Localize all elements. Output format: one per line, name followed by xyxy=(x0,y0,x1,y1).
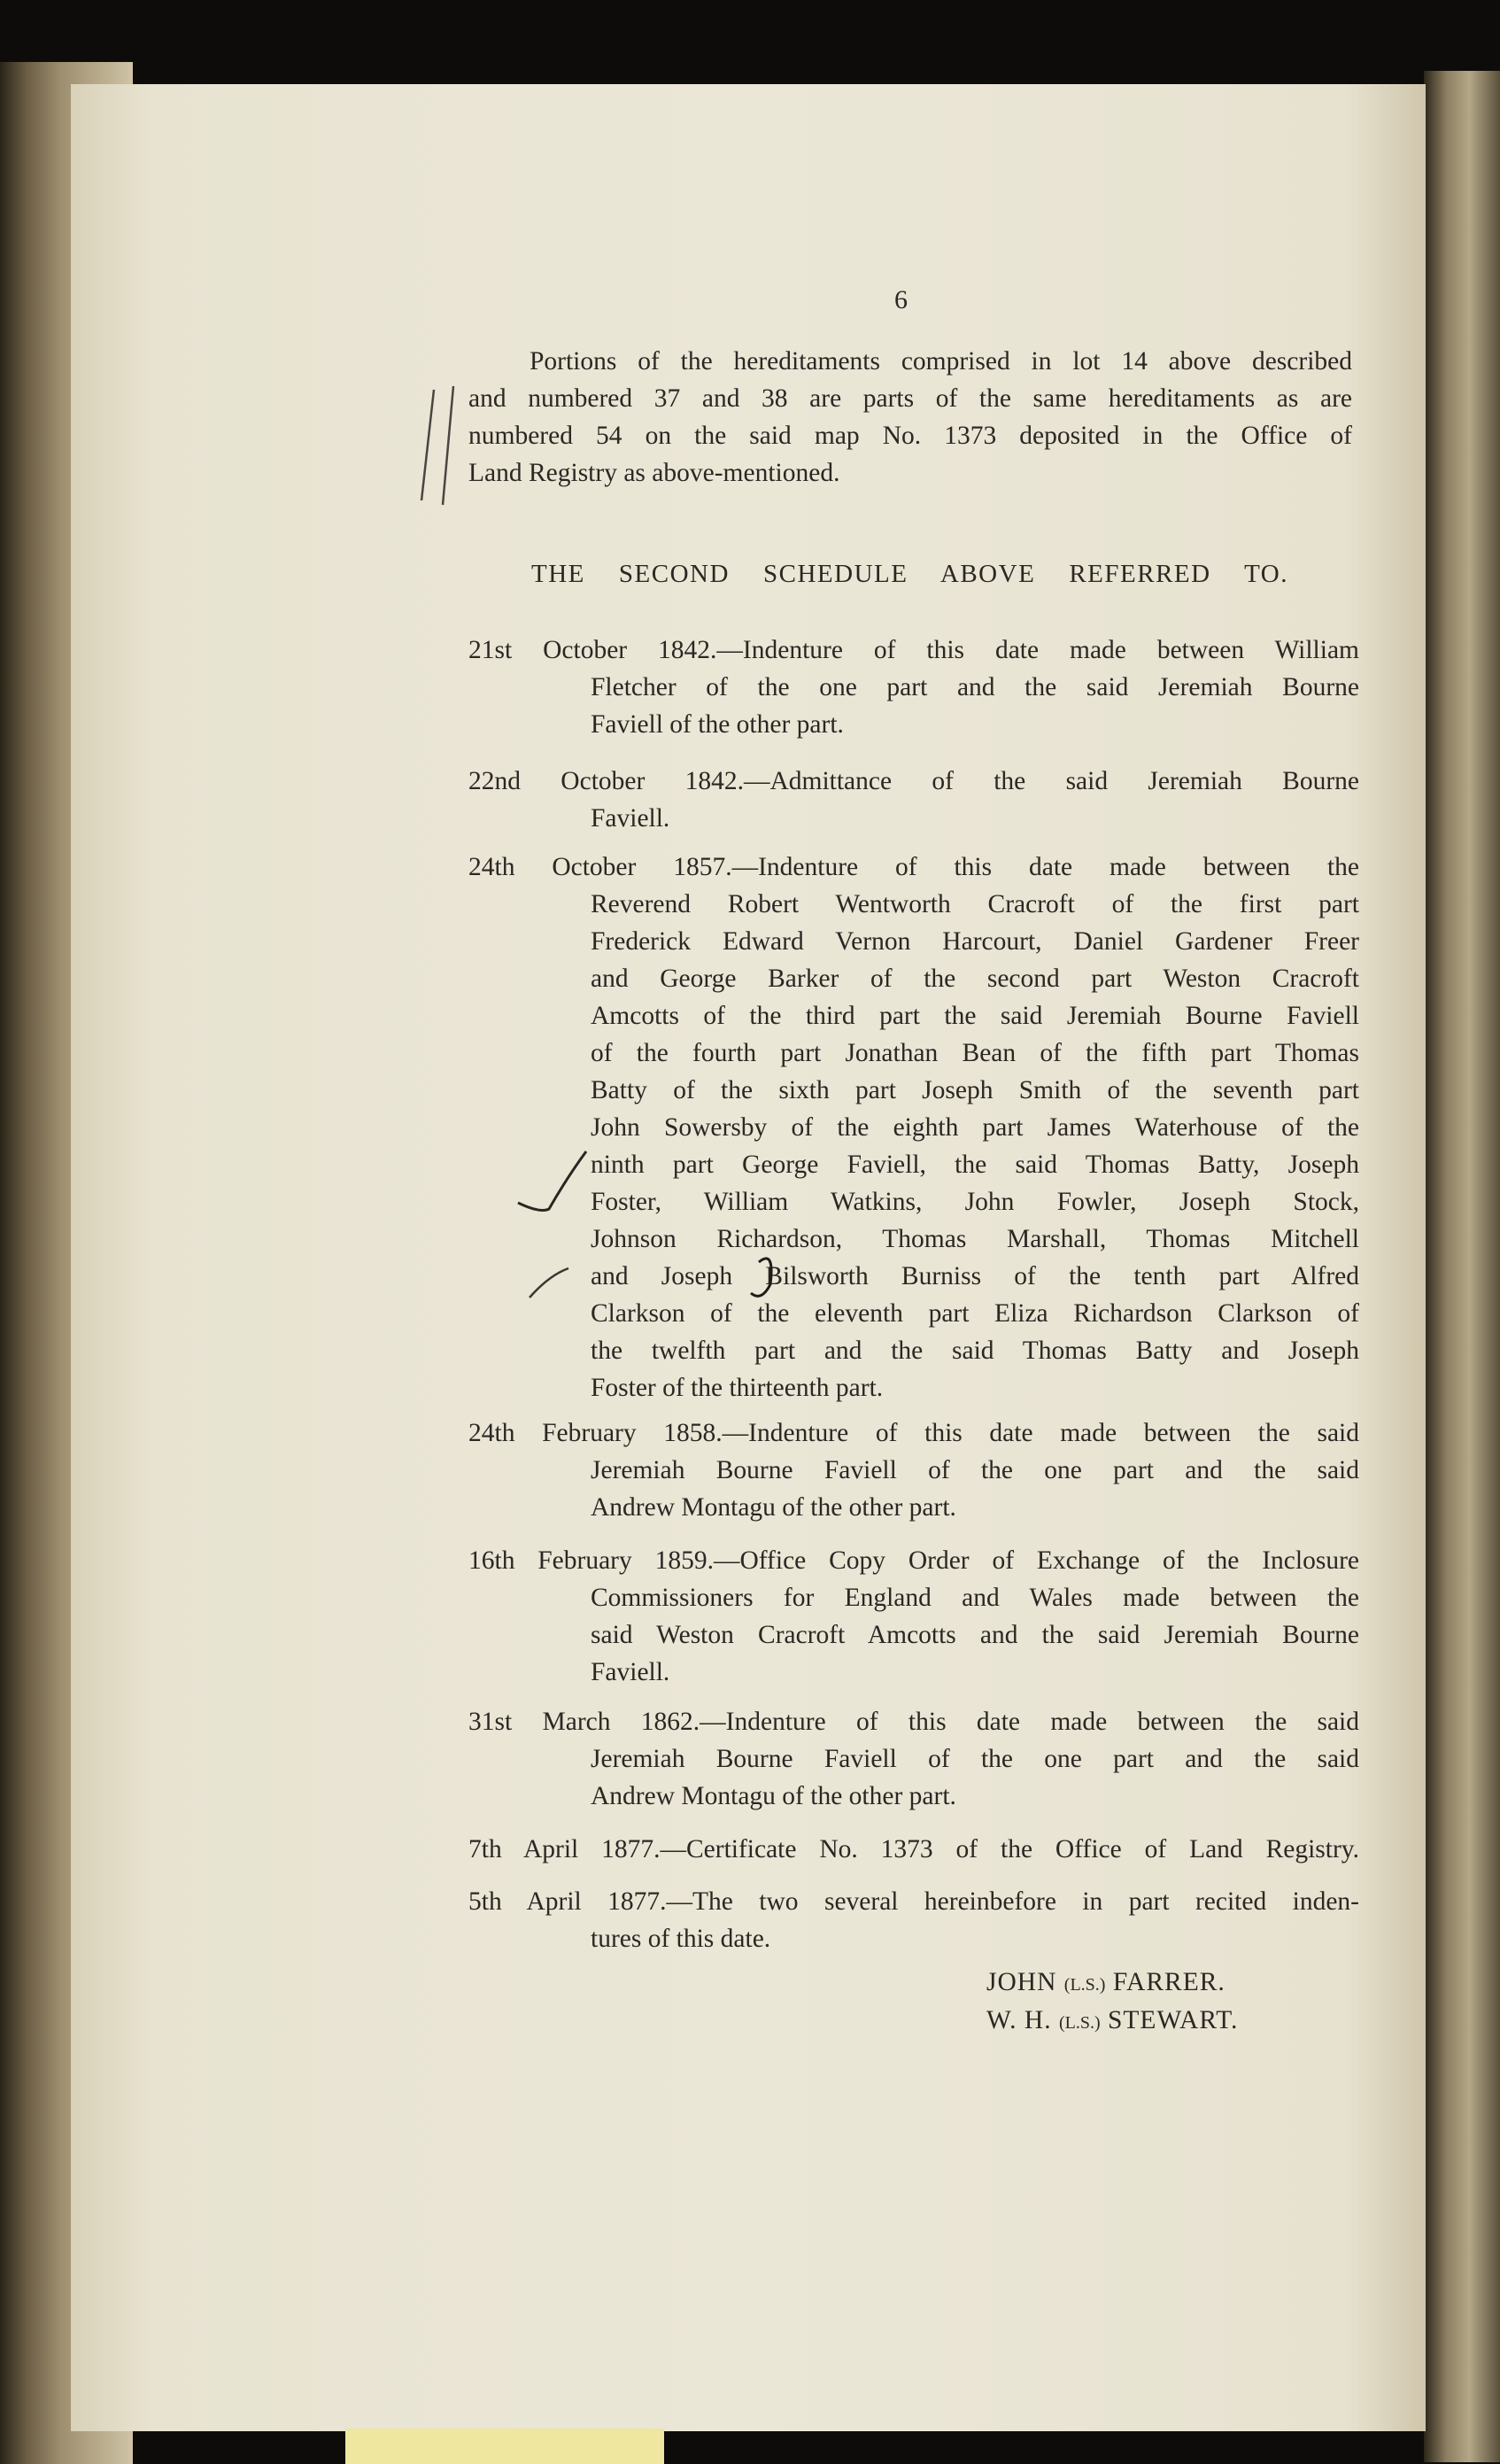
page-number: 6 xyxy=(894,285,908,314)
seal-mark: (L.S.) xyxy=(1063,1975,1106,1995)
entry-text-line: Foster of the thirteenth part. xyxy=(591,1374,884,1402)
entry-text-line: Andrew Montagu of the other part. xyxy=(591,1782,956,1810)
entry-text-line: Jeremiah Bourne Faviell of the one part and the said xyxy=(591,1456,1359,1484)
pencil-check-mark xyxy=(530,1268,568,1298)
ink-correction-mark xyxy=(751,1259,771,1296)
entry-date-line: 24th February 1858.—Indenture of this date made between the said xyxy=(468,1419,1359,1447)
entry-date-line: 24th October 1857.—Indenture of this date made between the xyxy=(468,853,1359,881)
entry-text-line: John Sowersby of the eighth part James Waterhouse of the xyxy=(591,1113,1359,1142)
entry-text-line: Batty of the sixth part Joseph Smith of the seventh part xyxy=(591,1076,1359,1104)
entry-date-line: 31st March 1862.—Indenture of this date made between the said xyxy=(468,1708,1359,1736)
text-line: Land Registry as above-mentioned. xyxy=(468,459,840,487)
entry-text-line: Faviell. xyxy=(591,804,670,833)
entry-text-line: Clarkson of the eleventh part Eliza Richardson Clarkson of xyxy=(591,1299,1359,1328)
entry-text-line: the twelfth part and the said Thomas Batty and Joseph xyxy=(591,1337,1359,1365)
entry-text-line: Amcotts of the third part the said Jeremiah Bourne Faviell xyxy=(591,1002,1359,1030)
entry-text-line: Commissioners for England and Wales made between the xyxy=(591,1584,1359,1612)
entry-text-line: Faviell of the other part. xyxy=(591,710,844,739)
signature-first-name: W. H. xyxy=(986,2006,1052,2034)
text-line: numbered 54 on the said map No. 1373 deposited in the Office of xyxy=(468,422,1352,450)
entry-date-line: 5th April 1877.—The two several hereinbefore in part recited inden- xyxy=(468,1887,1359,1916)
signature-last-name: FARRER. xyxy=(1112,1968,1226,1996)
signature-first-name: JOHN xyxy=(986,1968,1057,1996)
schedule-heading: THE SECOND SCHEDULE ABOVE REFERRED TO. xyxy=(531,560,1288,588)
seal-mark: (L.S.) xyxy=(1058,2013,1101,2033)
text-line: Portions of the hereditaments comprised in lot 14 above described xyxy=(530,347,1352,376)
entry-text-line: Reverend Robert Wentworth Cracroft of the first part xyxy=(591,890,1359,918)
pencil-double-stroke-mark xyxy=(421,386,453,505)
entry-text-line: Andrew Montagu of the other part. xyxy=(591,1493,956,1522)
entry-text-line: Faviell. xyxy=(591,1658,670,1686)
entry-date-line: 21st October 1842.—Indenture of this date made between William xyxy=(468,636,1359,664)
entry-text-line: of the fourth part Jonathan Bean of the fifth part Thomas xyxy=(591,1039,1359,1067)
pencil-check-mark xyxy=(518,1151,586,1210)
entry-date-line: 7th April 1877.—Certificate No. 1373 of the Office of Land Registry. xyxy=(468,1835,1359,1863)
entry-text-line: and Joseph Bilsworth Burniss of the tenth part Alfred xyxy=(591,1262,1359,1290)
entry-text-line: said Weston Cracroft Amcotts and the said Jeremiah Bourne xyxy=(591,1621,1359,1649)
entry-date-line: 22nd October 1842.—Admittance of the said Jeremiah Bourne xyxy=(468,767,1359,795)
entry-text-line: ninth part George Faviell, the said Thomas Batty, Joseph xyxy=(591,1151,1359,1179)
entry-text-line: Frederick Edward Vernon Harcourt, Daniel Gardener Freer xyxy=(591,927,1359,956)
entry-text-line: tures of this date. xyxy=(591,1925,771,1953)
entry-text-line: Johnson Richardson, Thomas Marshall, Thomas Mitchell xyxy=(591,1225,1359,1253)
entry-text-line: Fletcher of the one part and the said Jeremiah Bourne xyxy=(591,673,1359,701)
text-line: and numbered 37 and 38 are parts of the same hereditaments as are xyxy=(468,384,1352,413)
entry-text-line: and George Barker of the second part Weston Cracroft xyxy=(591,965,1359,993)
entry-text-line: Foster, William Watkins, John Fowler, Joseph Stock, xyxy=(591,1188,1359,1216)
entry-text-line: Jeremiah Bourne Faviell of the one part and the said xyxy=(591,1745,1359,1773)
signature-last-name: STEWART. xyxy=(1108,2006,1239,2034)
entry-date-line: 16th February 1859.—Office Copy Order of Exchange of the Inclosure xyxy=(468,1546,1359,1575)
